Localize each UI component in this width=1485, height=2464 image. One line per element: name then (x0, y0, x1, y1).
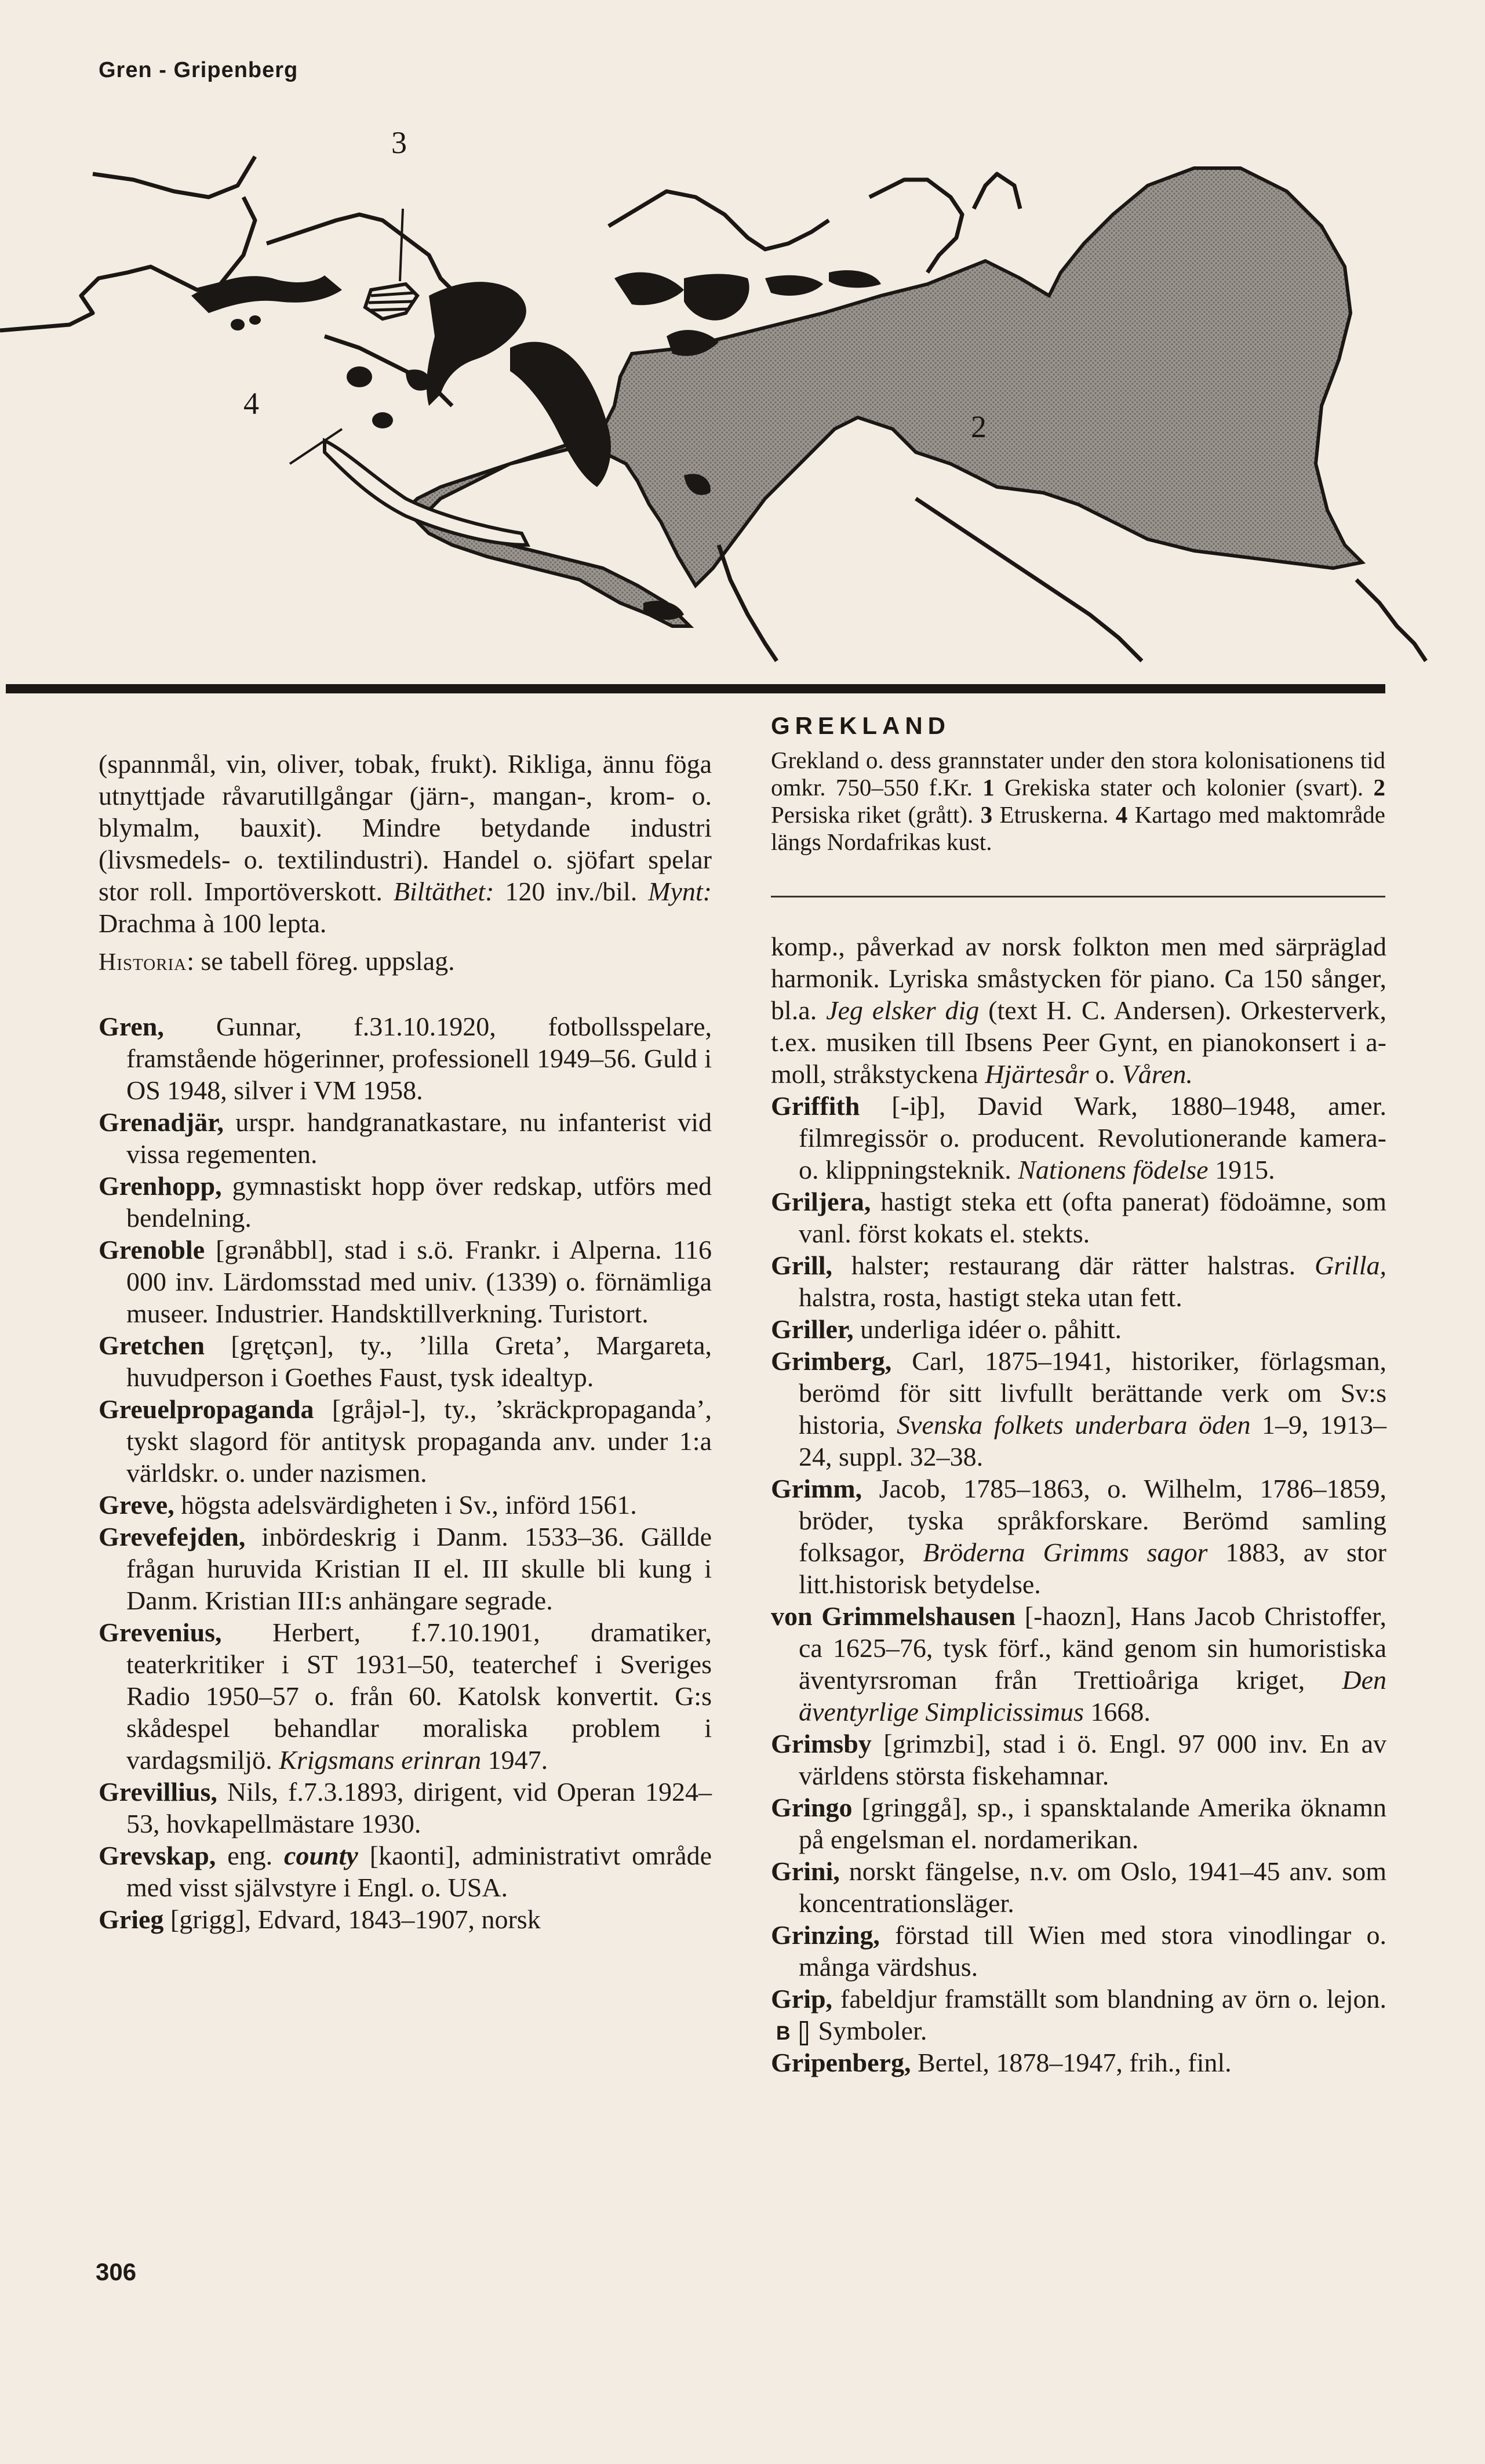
entry-head: Greve, (99, 1490, 174, 1520)
entry-griljera (771, 1186, 1386, 1249)
entry-grevefejden (99, 1521, 712, 1616)
entry-grimmelshausen (771, 1600, 1386, 1728)
entry-head: Gripenberg, (771, 2048, 911, 2077)
map-svg (0, 104, 1485, 690)
entry-head: Grinzing, (771, 1920, 880, 1950)
entry-griller (771, 1313, 1386, 1345)
entry-head: Grevenius, (99, 1618, 222, 1647)
entry-text: förstad till Wien med stora vinodlingar o. många värdshus. (799, 1920, 1386, 1982)
caption-text-5: Kartago med maktområde längs Nordafrikas kust. (771, 801, 1386, 855)
entry-text: eng. (216, 1841, 285, 1870)
entry-head: Greuelpropaganda (99, 1394, 314, 1424)
entry-text: gymnastiskt hopp över redskap, utförs med bendelning. (126, 1171, 712, 1233)
entry-head: Grill, (771, 1251, 833, 1280)
entry-head: Grenhopp, (99, 1171, 222, 1201)
map-figure (0, 104, 1485, 690)
entry-head: Griljera, (771, 1187, 871, 1216)
map-rule (6, 684, 1385, 693)
entry-greuelpropaganda (99, 1393, 712, 1489)
entry-text: urspr. handgranatkastare, nu infanterist vid vissa regementen. (126, 1107, 712, 1169)
entry-text: o. (1089, 1059, 1122, 1089)
entry-text-tail: 1–9, 1913–24, suppl. 32–38. (799, 1410, 1386, 1471)
running-head: Gren - Gripenberg (99, 58, 299, 82)
entry-text-tail: halstra, rosta, hastigt steka utan fett. (799, 1282, 1182, 1312)
entry-text: [gringgå], sp., i spansktalande Amerika öknamn på engelsman el. nordamerikan. (799, 1793, 1386, 1854)
caption-text-1: Grekland o. dess grannstater under den stora kolonisationens tid omkr. 750–550 f.Kr. (771, 747, 1385, 801)
entry-head: Grimberg, (771, 1346, 892, 1376)
entry-grill (771, 1249, 1386, 1313)
entry-text: [grętçən], ty., ’lilla Greta’, Margareta, huvudperson i Goethes Faust, tysk idealtyp. (126, 1331, 712, 1392)
entry-text: Jacob, 1785–1863, o. Wilhelm, 1786–1859, bröder, tyska språkforskare. Berömd samling folksagor, (799, 1474, 1386, 1567)
entry-head: Grimsby (771, 1729, 872, 1758)
intro-biltathet-label: Biltäthet: (393, 877, 494, 906)
caption-rule (771, 896, 1385, 897)
entry-grevskap (99, 1840, 712, 1903)
entry-grimm (771, 1473, 1386, 1600)
entry-text: Herbert, f.7.10.1901, dramatiker, teaterkritiker i ST 1931–50, teaterchef i Sveriges Radio 1950–57 o. från 60. Katolsk konvertit. G:s skådespel behandlar moraliska problem i vardagsmiljö. (126, 1618, 712, 1775)
entry-text: [-iþ], David Wark, 1880–1948, amer. filmregissör o. producent. Revolutionerande kamera- o. klippningsteknik. (799, 1091, 1386, 1184)
entry-head: Griller, (771, 1314, 854, 1344)
entry-term: county (284, 1841, 358, 1870)
intro-text-3: Drachma à 100 lepta. (99, 908, 327, 938)
entry-text: Gunnar, f.31.10.1920, fotbollsspelare, framstående högerinner, professionell 1949–56. Guld i OS 1948, silver i VM 1958. (126, 1012, 712, 1105)
entry-text: [gråjəl-], ty., ’skräckpropaganda’, tyskt slagord för antitysk propaganda anv. under 1:a världskr. o. under nazismen. (126, 1394, 712, 1488)
entry-head: Gren, (99, 1012, 164, 1041)
entry-grieg (99, 1903, 712, 1935)
entry-head: Grip, (771, 1984, 833, 2014)
entry-grenoble (99, 1234, 712, 1329)
caption-text-3: Persiska riket (grått). (771, 801, 981, 828)
entry-grinzing (771, 1919, 1386, 1983)
entry-title: Bröderna Grimms sagor (923, 1538, 1208, 1567)
map-label-2: 2 (971, 409, 987, 444)
entry-grieg-continued (771, 931, 1386, 1090)
intro-text-2: 120 inv./bil. (494, 877, 649, 906)
entry-title: Våren. (1122, 1059, 1193, 1089)
entry-text: Carl, 1875–1941, historiker, förlagsman, berömd för sitt livfullt berättande verk om Sv:s historia, (799, 1346, 1386, 1440)
map-label-1: 1 (533, 360, 549, 395)
intro-mynt-label: Mynt: (648, 877, 712, 906)
entry-head: Griffith (771, 1091, 860, 1121)
entry-gripenberg (771, 2047, 1386, 2078)
entry-gringo (771, 1791, 1386, 1855)
entry-text: [-haozn], Hans Jacob Christoffer, ca 1625–76, tysk förf., känd genom sin humoristiska äventyrsroman från Trettioåriga kriget, (799, 1601, 1386, 1695)
entry-text: fabeldjur framställt som blandning av örn o. lejon. (832, 1984, 1386, 2014)
entry-grimberg (771, 1345, 1386, 1473)
historia-label: Historia (99, 949, 187, 976)
entry-title: Jeg elsker dig (826, 995, 980, 1025)
entry-title: Nationens födelse (1018, 1155, 1209, 1184)
entry-grini (771, 1855, 1386, 1919)
entry-grevenius (99, 1616, 712, 1776)
caption-num-1: 1 (982, 774, 995, 801)
entry-head: Grevskap, (99, 1841, 216, 1870)
caption-num-3: 3 (980, 801, 993, 828)
cross-reference-icon: B (800, 2021, 808, 2045)
entry-text: Bertel, 1878–1947, frih., finl. (911, 2048, 1232, 2077)
entry-gren (99, 1011, 712, 1106)
entry-text-tail: [kaonti], administrativt område med visst självstyre i Engl. o. USA. (126, 1841, 712, 1902)
entry-grenadjar (99, 1106, 712, 1170)
entry-text: (text H. C. Andersen). Orkesterverk, t.ex. musiken till Ibsens Peer Gynt, en pianokonsert i a-moll, stråkstyckena (771, 995, 1387, 1089)
caption-num-4: 4 (1115, 801, 1128, 828)
entry-head: Grini, (771, 1856, 840, 1886)
entry-title: Den äventyrlige Simplicissimus (799, 1665, 1386, 1727)
entry-head: Gretchen (99, 1331, 205, 1360)
map-label-4: 4 (243, 386, 259, 421)
entry-text: hastigt steka ett (ofta panerat) födoämne, som vanl. först kokats el. stekts. (799, 1187, 1386, 1248)
entry-text: [grimzbi], stad i ö. Engl. 97 000 inv. En av världens största fiskehamnar. (799, 1729, 1386, 1790)
caption-text-4: Etruskerna. (992, 801, 1116, 828)
entry-text-tail: 1915. (1208, 1155, 1275, 1184)
entry-text-tail: Symboler. (811, 2016, 927, 2045)
left-column (99, 748, 712, 1935)
entry-text: halster; restaurang där rätter halstras. (832, 1251, 1315, 1280)
intro-paragraph (99, 748, 712, 939)
entry-text: högsta adelsvärdigheten i Sv., införd 1561. (174, 1490, 637, 1520)
entry-head: Grieg (99, 1905, 164, 1934)
historia-paragraph (99, 945, 712, 979)
entry-text: inbördeskrig i Danm. 1533–36. Gällde frågan huruvida Kristian II el. III skulle bli kung i Danm. Kristian III:s anhängare segrade. (126, 1522, 712, 1615)
entry-term: Grilla, (1315, 1251, 1386, 1280)
entry-text: norskt fängelse, n.v. om Oslo, 1941–45 anv. som koncentrationsläger. (799, 1856, 1386, 1918)
entry-text-tail: 1883, av stor litt.historisk betydelse. (799, 1538, 1386, 1599)
page-number: 306 (96, 2258, 137, 2285)
entry-head: Grenadjär, (99, 1107, 224, 1137)
entry-text: [grənåbbl], stad i s.ö. Frankr. i Alperna. 116 000 inv. Lärdomsstad med univ. (1339) o. förnämliga museer. Industrier. Handsktillverkning. Turistort. (126, 1235, 712, 1328)
entry-text: komp., påverkad av norsk folkton men med särpräglad harmonik. Lyriska småstycken för piano. Ca 150 sånger, bl.a. (771, 932, 1386, 1025)
entry-head: Gringo (771, 1793, 853, 1822)
entry-text: Nils, f.7.3.1893, dirigent, vid Operan 1924–53, hovkapellmästare 1930. (126, 1777, 712, 1838)
entry-head: Grenoble (99, 1235, 205, 1264)
historia-text: : se tabell föreg. uppslag. (187, 946, 455, 976)
entry-grevillius (99, 1776, 712, 1840)
caption-title: GREKLAND (771, 712, 951, 739)
entry-grimsby (771, 1728, 1386, 1791)
entry-greve (99, 1489, 712, 1521)
entry-grenhopp (99, 1170, 712, 1234)
spacer (99, 979, 712, 1011)
entry-head: Grevefejden, (99, 1522, 246, 1551)
entry-griffith (771, 1090, 1386, 1186)
entry-title: Krigsmans erinran (279, 1745, 482, 1775)
caption-text-2: Grekiska stater och kolonier (svart). (994, 774, 1374, 801)
map-label-3: 3 (391, 125, 407, 160)
intro-text-1: (spannmål, vin, oliver, tobak, frukt). Rikliga, ännu föga utnyttjade råvarutillgångar (järn-, mangan-, krom- o. blymalm, bauxit). Mindre betydande industri (livsmedels- o. textilindustri). Handel o. sjöfart spelar stor roll. Importöverskott. (99, 749, 712, 906)
caption-text (771, 747, 1385, 856)
entry-text: underliga idéer o. påhitt. (853, 1314, 1122, 1344)
entry-head: von Grimmelshausen (771, 1601, 1016, 1631)
entry-text-tail: 1668. (1083, 1697, 1151, 1727)
entry-text: [grigg], Edvard, 1843–1907, norsk (163, 1905, 541, 1934)
entry-gretchen (99, 1329, 712, 1393)
entry-head: Grevillius, (99, 1777, 217, 1807)
entry-title: Svenska folkets underbara öden (897, 1410, 1251, 1440)
entry-head: Grimm, (771, 1474, 862, 1503)
entry-text-tail: 1947. (481, 1745, 548, 1775)
right-column (771, 931, 1386, 2078)
caption-num-2: 2 (1373, 774, 1385, 801)
entry-grip (771, 1983, 1386, 2047)
entry-title: Hjärtesår (985, 1059, 1089, 1089)
